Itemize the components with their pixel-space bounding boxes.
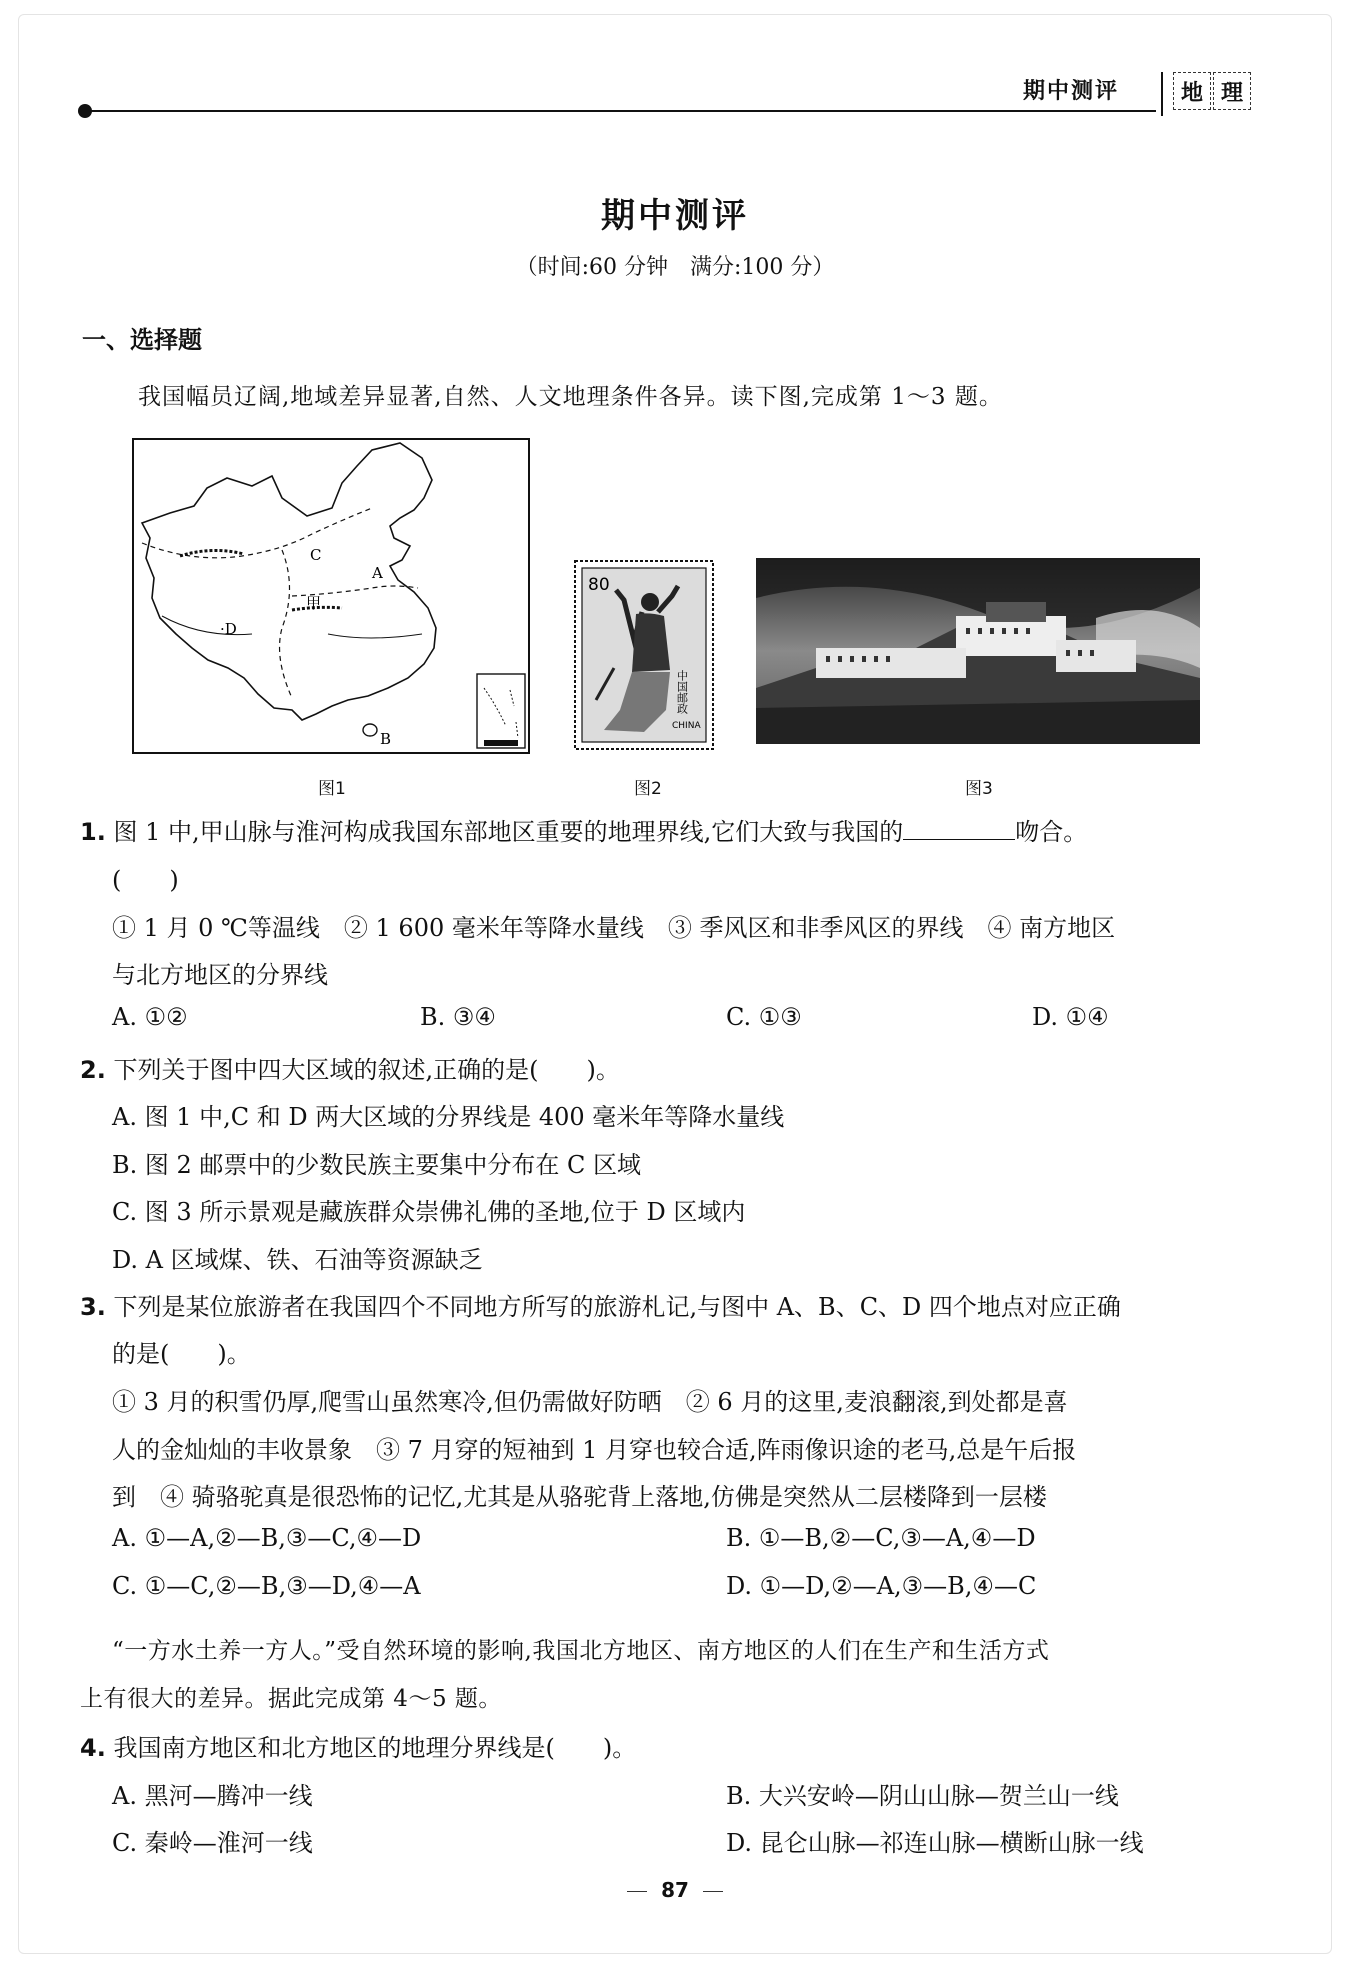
q1-blank bbox=[903, 817, 1015, 840]
q1-number: 1. bbox=[80, 818, 106, 846]
map-label-a: A bbox=[372, 564, 383, 582]
map-label-b: B bbox=[380, 730, 392, 748]
q3-number: 3. bbox=[80, 1293, 106, 1321]
exam-info: （时间:60 分钟 满分:100 分） bbox=[515, 255, 835, 280]
q2-option-d: D. A 区域煤、铁、石油等资源缺乏 bbox=[112, 1246, 483, 1274]
figure-2-caption: 图2 bbox=[634, 779, 662, 799]
q1-option-b: B. ③④ bbox=[420, 1003, 496, 1031]
header-subject bbox=[1173, 72, 1253, 110]
q4-stem-text: 我国南方地区和北方地区的地理分界线是( )。 bbox=[113, 1734, 637, 1762]
q4-option-b: B. 大兴安岭—阴山山脉—贺兰山一线 bbox=[726, 1782, 1119, 1810]
q2-option-b: B. 图 2 邮票中的少数民族主要集中分布在 C 区域 bbox=[112, 1151, 642, 1179]
q3-option-b: B. ①—B,②—C,③—A,④—D bbox=[726, 1524, 1036, 1552]
q3-stem-text: 下列是某位旅游者在我国四个不同地方所写的旅游札记,与图中 A、B、C、D 四个地点对应正确 bbox=[113, 1293, 1121, 1321]
section-heading: 一、选择题 bbox=[82, 326, 202, 354]
map-label-jia: 甲 bbox=[306, 594, 322, 612]
header-section-title: 期中测评 bbox=[1023, 79, 1120, 104]
q2-stem-text: 下列关于图中四大区域的叙述,正确的是( )。 bbox=[113, 1056, 620, 1084]
q3-statement-line: ① 3 月的积雪仍厚,爬雪山虽然寒冷,但仍需做好防晒 ② 6 月的这里,麦浪翻滚,到处都是喜 bbox=[112, 1388, 1068, 1416]
q3-statement-line: 人的金灿灿的丰收景象 ③ 7 月穿的短袖到 1 月穿也较合适,阵雨像识途的老马,总是午后报 bbox=[112, 1436, 1077, 1464]
q4-option-d: D. 昆仑山脉—祁连山脉—横断山脉一线 bbox=[726, 1829, 1144, 1857]
map-label-d: ·D bbox=[220, 620, 237, 638]
page-number-dash bbox=[627, 1891, 647, 1892]
subject-char: 理 bbox=[1213, 72, 1251, 110]
header-divider bbox=[1161, 72, 1163, 116]
page-number-dash bbox=[703, 1891, 723, 1892]
page-title: 期中测评 bbox=[601, 196, 749, 236]
page-number-row bbox=[0, 1878, 1350, 1902]
q4-number: 4. bbox=[80, 1734, 106, 1762]
intro-text-2: “一方水土养一方人。”受自然环境的影响,我国北方地区、南方地区的人们在生产和生活方式 bbox=[112, 1638, 1050, 1664]
stamp-value: 80 bbox=[588, 575, 610, 595]
q3-option-c: C. ①—C,②—B,③—D,④—A bbox=[112, 1572, 421, 1600]
figure-3-caption: 图3 bbox=[965, 779, 993, 799]
q3-option-a: A. ①—A,②—B,③—C,④—D bbox=[112, 1524, 422, 1552]
q1-stem-end: 吻合。 bbox=[1015, 818, 1088, 846]
map-label-c: C bbox=[310, 546, 322, 564]
q2-number: 2. bbox=[80, 1056, 106, 1084]
subject-char: 地 bbox=[1173, 72, 1211, 110]
q3-option-d: D. ①—D,②—A,③—B,④—C bbox=[726, 1572, 1037, 1600]
figure-3-photo bbox=[756, 558, 1200, 744]
figure-2-stamp bbox=[574, 560, 714, 750]
q1-option-c: C. ①③ bbox=[726, 1003, 802, 1031]
q2-option-a: A. 图 1 中,C 和 D 两大区域的分界线是 400 毫米年等降水量线 bbox=[112, 1103, 785, 1131]
figure-1-caption: 图1 bbox=[318, 779, 346, 799]
q1-stem bbox=[80, 812, 1087, 847]
q1-option-a: A. ①② bbox=[112, 1003, 188, 1031]
intro-text-2-cont: 上有很大的差异。据此完成第 4～5 题。 bbox=[80, 1686, 502, 1712]
q3-statement-line: 到 ④ 骑骆驼真是很恐怖的记忆,尤其是从骆驼背上落地,仿佛是突然从二层楼降到一层楼 bbox=[112, 1483, 1047, 1511]
header-rule bbox=[86, 110, 1156, 112]
q1-answer-paren: ( ) bbox=[112, 866, 179, 894]
q4-option-c: C. 秦岭—淮河一线 bbox=[112, 1829, 313, 1857]
page-number: 87 bbox=[661, 1878, 689, 1902]
stamp-china-text: CHINA bbox=[672, 721, 701, 731]
q1-option-d: D. ①④ bbox=[1032, 1003, 1109, 1031]
q2-option-c: C. 图 3 所示景观是藏族群众崇佛礼佛的圣地,位于 D 区域内 bbox=[112, 1198, 746, 1226]
intro-text: 我国幅员辽阔,地域差异显著,自然、人文地理条件各异。读下图,完成第 1～3 题。 bbox=[138, 384, 1003, 410]
q1-statements-cont: 与北方地区的分界线 bbox=[112, 961, 328, 989]
q1-statements: ① 1 月 0 ℃等温线 ② 1 600 毫米年等降水量线 ③ 季风区和非季风区的界线 ④ 南方地区 bbox=[112, 914, 1116, 942]
stamp-vertical-text: 中国邮政 bbox=[675, 670, 689, 714]
q4-stem bbox=[80, 1728, 636, 1763]
q2-stem bbox=[80, 1050, 620, 1085]
q3-stem-cont: 的是( )。 bbox=[112, 1340, 251, 1368]
q3-stem bbox=[80, 1287, 1121, 1322]
running-header bbox=[78, 72, 1258, 122]
figure-1-map bbox=[132, 438, 530, 754]
q1-stem-text: 图 1 中,甲山脉与淮河构成我国东部地区重要的地理界线,它们大致与我国的 bbox=[113, 818, 904, 846]
q4-option-a: A. 黑河—腾冲一线 bbox=[112, 1782, 313, 1810]
